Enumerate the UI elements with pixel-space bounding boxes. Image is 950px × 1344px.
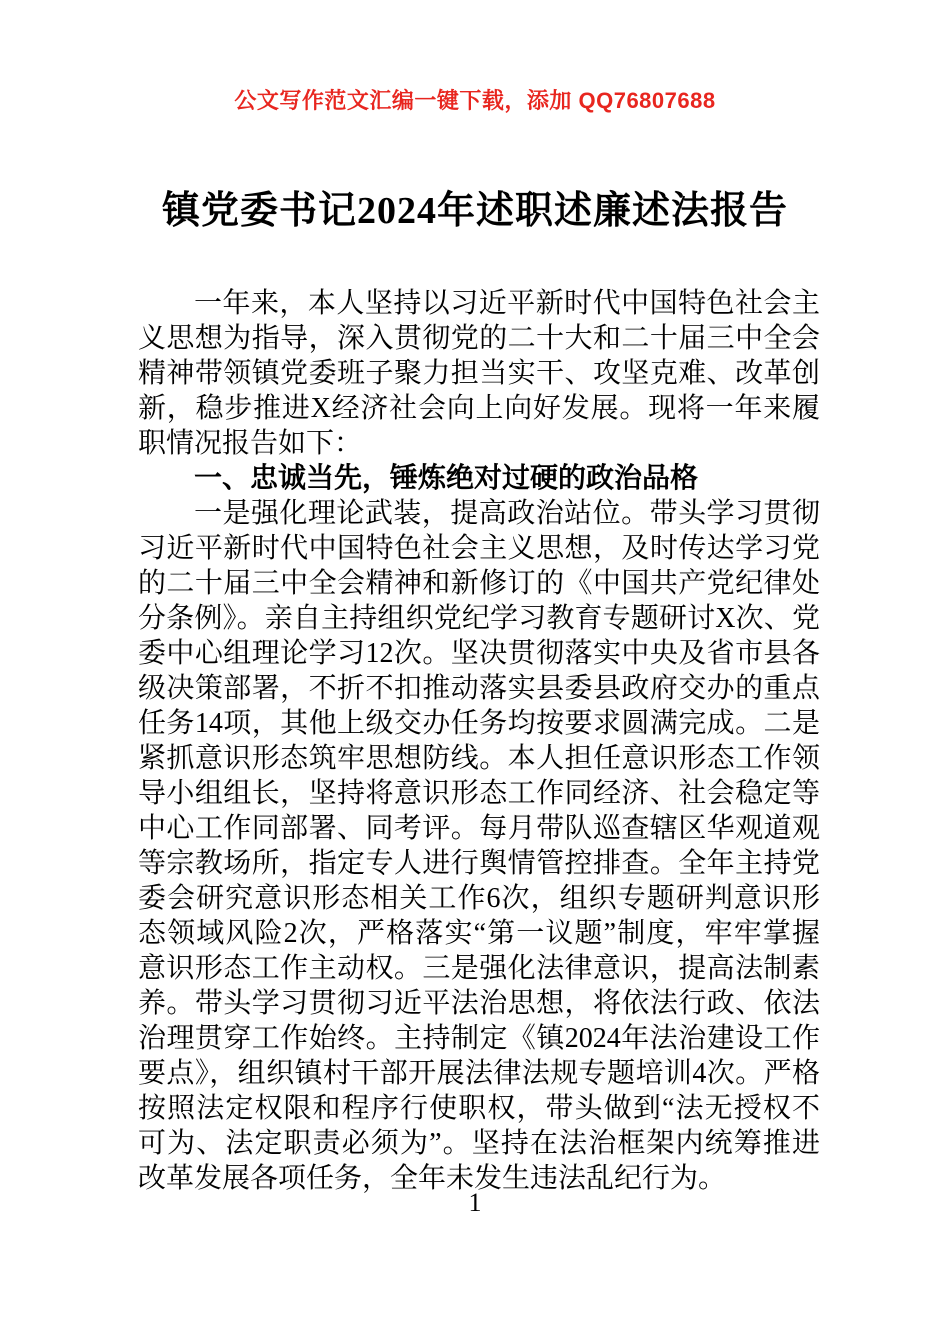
- paragraph-intro: 一年来，本人坚持以习近平新时代中国特色社会主义思想为指导，深入贯彻党的二十大和二十届三中全会精神带领镇党委班子聚力担当实干、攻坚克难、改革创新，稳步推进X经济社会向上向好发展。现将一年来履职情况报告如下：: [138, 288, 820, 459]
- section-heading-1: 一、忠诚当先，锤炼绝对过硬的政治品格: [194, 463, 699, 494]
- document-title: 镇党委书记2024年述职述廉述法报告: [161, 190, 788, 232]
- paragraph-section-1-body: 一是强化理论武装，提高政治站位。带头学习贯彻习近平新时代中国特色社会主义思想，及时传达学习党的二十届三中全会精神和新修订的《中国共产党纪律处分条例》。亲自主持组织党纪学习教育专题研讨X次、党委中心组理论学习12次。坚决贯彻落实中央及省市县各级决策部署，不折不扣推动落实县委县政府交办的重点任务14项，其他上级交办任务均按要求圆满完成。二是紧抓意识形态筑牢思想防线。本人担任意识形态工作领导小组组长，坚持将意识形态工作同经济、社会稳定等中心工作同部署、同考评。每月带队巡查辖区华观道观等宗教场所，指定专人进行舆情管控排查。全年主持党委会研究意识形态相关工作6次，组织专题研判意识形态领域风险2次，严格落实“第一议题”制度，牢牢掌握意识形态工作主动权。三是强化法律意识，提高法制素养。带头学习贯彻习近平法治思想，将依法行政、依法治理贯穿工作始终。主持制定《镇2024年法治建设工作要点》，组织镇村干部开展法律法规专题培训4次。严格按照法定权限和程序行使职权，带头做到“法无授权不可为、法定职责必须为”。坚持在法治框架内统筹推进改革发展各项任务，全年未发生违法乱纪行为。: [138, 498, 820, 1194]
- document-body: [138, 286, 820, 1196]
- page-number: 1: [468, 1188, 482, 1217]
- promo-banner: 公文写作范文汇编一键下载，添加 QQ76807688: [234, 88, 716, 113]
